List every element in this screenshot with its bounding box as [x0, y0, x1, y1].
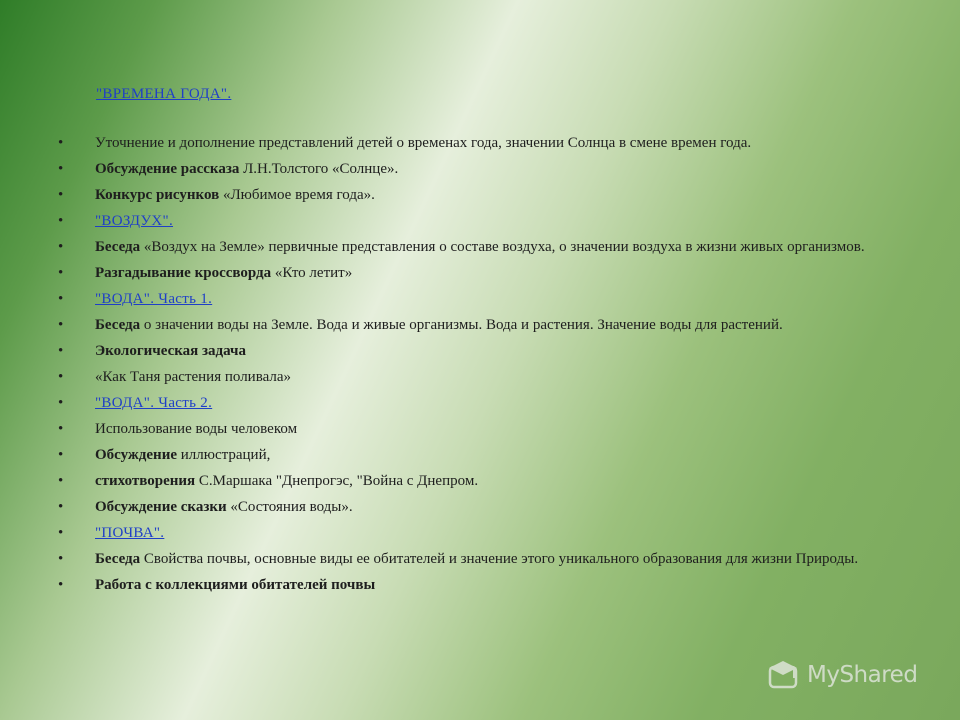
- item-text: «Состояния воды».: [226, 499, 353, 515]
- list-item: [58, 264, 918, 283]
- item-bold-label: Обсуждение: [95, 447, 177, 463]
- item-text: «Как Таня растения поливала»: [95, 369, 292, 385]
- item-bold-label: стихотворения: [95, 473, 196, 489]
- list-item: [58, 420, 918, 439]
- list-item: [58, 368, 918, 387]
- list-item: [58, 446, 918, 465]
- item-bold-label: Беседа: [95, 317, 141, 333]
- item-text: о значении воды на Земле. Вода и живые организмы. Вода и растения. Значение воды для растений.: [140, 317, 783, 333]
- section-link-item: [58, 290, 918, 309]
- bullet: •: [58, 343, 64, 359]
- bullet: •: [58, 577, 64, 593]
- bullet: •: [58, 291, 64, 307]
- item-bold-label: Беседа: [95, 239, 141, 255]
- item-text: С.Маршака "Днепрогэс, "Война с Днепром.: [195, 473, 479, 489]
- item-bold-label: Конкурс рисунков: [95, 187, 220, 203]
- section-link-item: [58, 212, 918, 231]
- bullet: •: [58, 135, 64, 151]
- graduation-cap-icon: [767, 658, 801, 692]
- watermark-text: MyShared: [807, 662, 918, 688]
- bullet: •: [58, 395, 64, 411]
- section-link[interactable]: "ВОДА". Часть 1.: [95, 291, 213, 307]
- bullet: •: [58, 213, 64, 229]
- item-bold-label: Экологическая задача: [95, 343, 247, 359]
- bullet: •: [58, 551, 64, 567]
- list-item: [58, 160, 918, 179]
- list-item: [58, 472, 918, 491]
- bullet: •: [58, 187, 64, 203]
- watermark: [767, 657, 917, 693]
- list-item: [58, 498, 918, 517]
- bullet: •: [58, 499, 64, 515]
- list-item: [58, 238, 918, 257]
- section-link[interactable]: "ВОЗДУХ".: [95, 213, 174, 229]
- list-item: [58, 186, 918, 205]
- section-link-item: [58, 524, 918, 543]
- topic-list: [58, 134, 918, 602]
- bullet: •: [58, 265, 64, 281]
- list-item: [58, 576, 918, 595]
- item-text: Использование воды человеком: [95, 421, 298, 437]
- item-text: Уточнение и дополнение представлений детей о временах года, значении Солнца в смене времен года.: [95, 135, 752, 151]
- item-text: Л.Н.Толстого «Солнце».: [239, 161, 399, 177]
- item-text: «Воздух на Земле» первичные представления о составе воздуха, о значении воздуха в жизни живых организмов.: [140, 239, 865, 255]
- bullet: •: [58, 447, 64, 463]
- bullet: •: [58, 239, 64, 255]
- list-item: [58, 342, 918, 361]
- list-item: [58, 550, 918, 569]
- section-link[interactable]: "ПОЧВА".: [95, 525, 165, 541]
- section-link[interactable]: "ВОДА". Часть 2.: [95, 395, 213, 411]
- title-link-seasons[interactable]: "ВРЕМЕНА ГОДА".: [96, 86, 232, 102]
- bullet: •: [58, 161, 64, 177]
- section-link-item: [58, 394, 918, 413]
- item-text: «Любимое время года».: [219, 187, 375, 203]
- list-item: [58, 316, 918, 335]
- item-bold-label: Обсуждение рассказа: [95, 161, 240, 177]
- item-bold-label: Работа с коллекциями обитателей почвы: [95, 577, 376, 593]
- bullet: •: [58, 525, 64, 541]
- bullet: •: [58, 369, 64, 385]
- item-text: иллюстраций,: [177, 447, 271, 463]
- item-bold-label: Обсуждение сказки: [95, 499, 227, 515]
- bullet: •: [58, 317, 64, 333]
- item-text: Свойства почвы, основные виды ее обитателей и значение этого уникального образования для жизни Природы.: [140, 551, 859, 567]
- bullet: •: [58, 421, 64, 437]
- list-item: [58, 134, 918, 153]
- item-bold-label: Разгадывание кроссворда: [95, 265, 272, 281]
- bullet: •: [58, 473, 64, 489]
- item-text: «Кто летит»: [271, 265, 353, 281]
- item-bold-label: Беседа: [95, 551, 141, 567]
